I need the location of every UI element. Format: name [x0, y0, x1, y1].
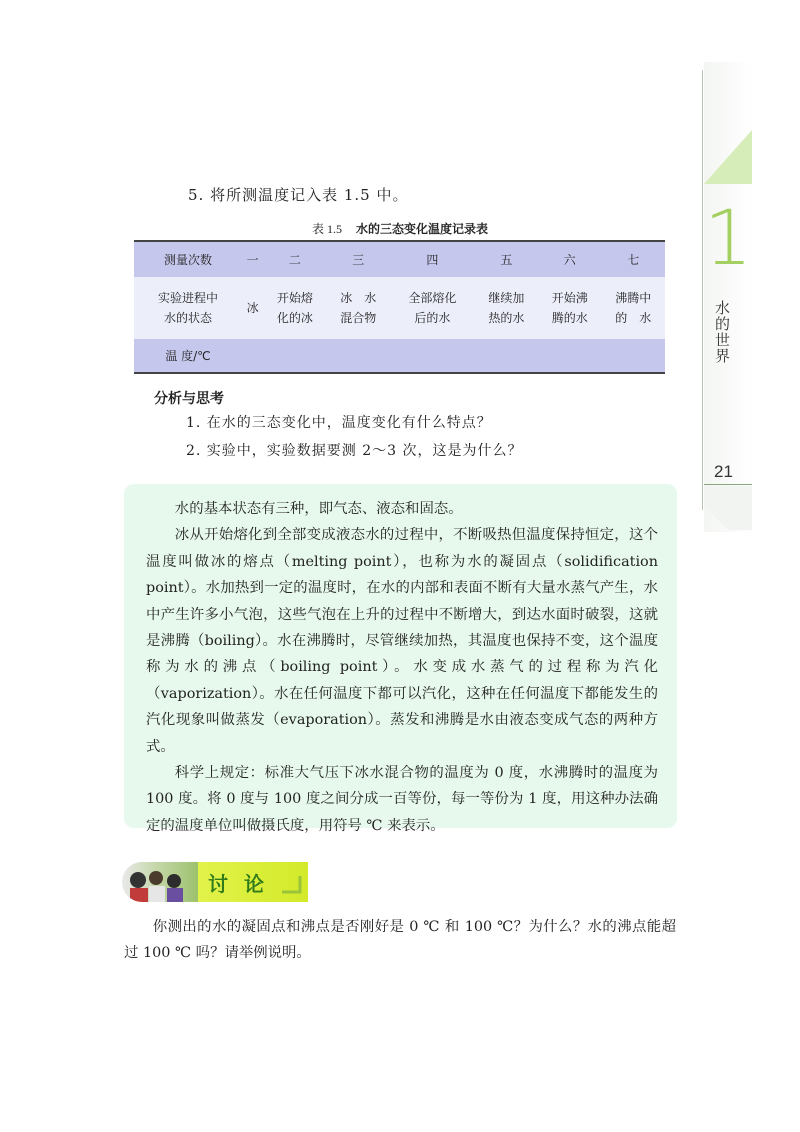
table-cell: 二 — [263, 241, 326, 277]
cell-line1: 沸腾中 — [615, 291, 652, 305]
table-cell — [538, 277, 601, 339]
table-cell-empty — [475, 339, 538, 373]
page-number: 21 — [714, 462, 733, 481]
temperature-record-table — [134, 240, 665, 374]
cell-line2: 的 水 — [615, 311, 652, 325]
discussion-label: 讨论 — [208, 872, 280, 896]
knowledge-paragraph: 冰从开始熔化到全部变成液态水的过程中，不断吸热但温度保持恒定，这个温度叫做冰的熔点（melting point），也称为水的凝固点（solidification point）。水加热到一定的温度时，在水的内部和表面不断有大量水蒸气产生，水中产生许多小气泡，这些气泡在上升的过程中不断增大，到达水面时破裂，这就是沸腾（boiling）。水在沸腾时，尽管继续加热，其温度也保持不变，这个温度称为水的沸点（boiling point）。水变成水蒸气的过程称为汽化（vaporization）。水在任何温度下都可以汽化，这种在任何温度下都能发生的汽化现象叫做蒸发（evaporation）。蒸发和沸腾是水由液态变成气态的两种方式。 — [146, 527, 658, 755]
discussion-text: 你测出的水的凝固点和沸点是否刚好是 0 ℃ 和 100 ℃？为什么？水的沸点能超过 100 ℃ 吗？请举例说明。 — [124, 919, 676, 961]
knowledge-paragraph: 科学上规定：标准大气压下冰水混合物的温度为 0 度，水沸腾时的温度为 100 度。将 0 度与 100 度之间分成一百等份，每一等份为 1 度，用这种办法确定的温度单位叫做摄氏度，用符号 ℃ 来表示。 — [146, 765, 658, 834]
cell-line1: 开始沸 — [551, 291, 588, 305]
analysis-question-1: 1. 在水的三态变化中，温度变化有什么特点？ — [186, 415, 492, 431]
table-cell: 七 — [601, 241, 665, 277]
cell-line1: 冰 — [246, 301, 259, 315]
table-cell: 五 — [475, 241, 538, 277]
table-caption-title: 水的三态变化温度记录表 — [356, 222, 489, 236]
table-cell: 三 — [327, 241, 390, 277]
analysis-heading: 分析与思考 — [154, 391, 224, 407]
chapter-tab-divider — [702, 70, 703, 510]
table-cell: 四 — [390, 241, 475, 277]
knowledge-paragraph: 水的基本状态有三种，即气态、液态和固态。 — [174, 501, 463, 517]
table-cell-empty — [601, 339, 665, 373]
table-cell — [475, 277, 538, 339]
table-row — [134, 339, 665, 373]
row-header-state — [134, 277, 242, 339]
cell-line2: 热的水 — [488, 311, 525, 325]
experiment-step: 5. 将所测温度记入表 1.5 中。 — [188, 186, 409, 204]
table-cell-empty — [538, 339, 601, 373]
chapter-tab-corner — [704, 130, 752, 184]
knowledge-text — [146, 496, 658, 839]
cell-line1: 全部熔化 — [408, 291, 457, 305]
table-cell-empty — [390, 339, 475, 373]
table-row — [134, 277, 665, 339]
cell-line2: 混合物 — [340, 311, 377, 325]
table-cell: 六 — [538, 241, 601, 277]
table-caption — [0, 220, 800, 237]
chapter-number: 1 — [704, 193, 753, 282]
row-header-state-line2: 水的状态 — [163, 311, 212, 325]
cell-line2: 化的冰 — [276, 311, 313, 325]
table-cell: 一 — [242, 241, 263, 277]
chapter-title: 水的世界 — [713, 300, 731, 364]
table-cell-empty — [263, 339, 326, 373]
row-header-temperature: 温 度/℃ — [134, 339, 242, 373]
table-cell-empty — [242, 339, 263, 373]
cell-line1: 继续加 — [488, 291, 525, 305]
cell-line1: 冰 水 — [340, 291, 377, 305]
discussion-people-icon — [122, 862, 198, 902]
table-cell — [327, 277, 390, 339]
row-header-count: 测量次数 — [134, 241, 242, 277]
check-icon — [280, 874, 302, 896]
table-row — [134, 241, 665, 277]
table-cell — [390, 277, 475, 339]
discussion-photo — [122, 862, 198, 902]
page-number-rule — [704, 484, 752, 485]
table-cell — [263, 277, 326, 339]
cell-line2: 后的水 — [414, 311, 451, 325]
cell-line2: 腾的水 — [551, 311, 588, 325]
analysis-question-2: 2. 实验中，实验数据要测 2～3 次，这是为什么？ — [186, 443, 523, 459]
page-tab-fold — [704, 486, 752, 530]
table-caption-number: 表 1.5 — [311, 222, 342, 236]
table-cell — [601, 277, 665, 339]
table-cell — [242, 277, 263, 339]
table-cell-empty — [327, 339, 390, 373]
cell-line1: 开始熔 — [276, 291, 313, 305]
row-header-state-line1: 实验进程中 — [157, 291, 218, 305]
